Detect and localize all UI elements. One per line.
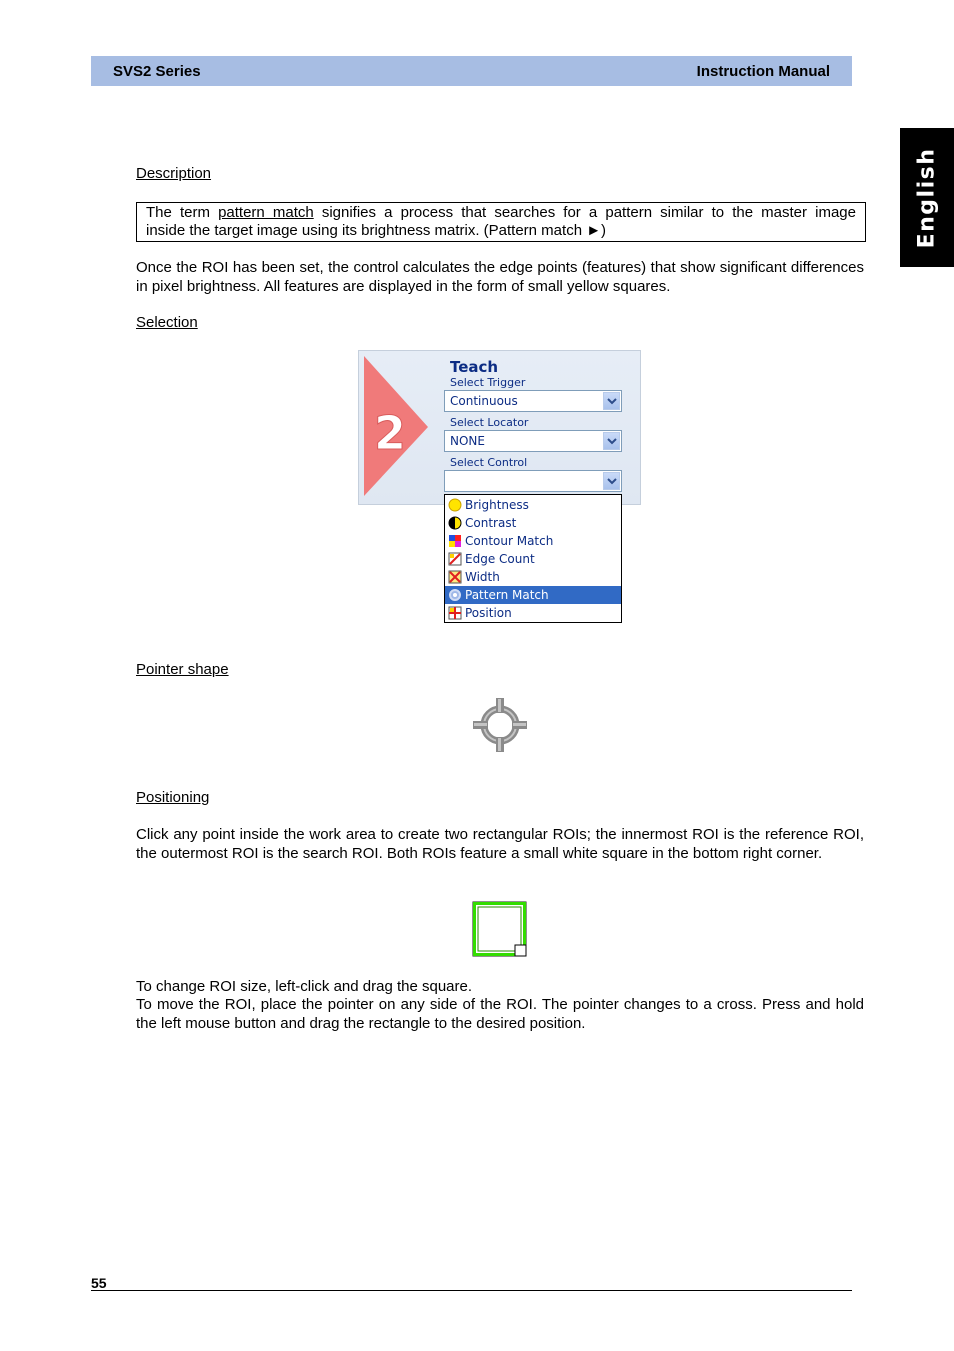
contrast-icon — [448, 516, 462, 530]
roi-rectangle-icon — [470, 899, 530, 959]
list-item-contour-match[interactable]: Contour Match — [445, 532, 621, 550]
chevron-down-icon[interactable] — [603, 472, 620, 490]
select-trigger-combo[interactable] — [444, 390, 622, 412]
control-options-list — [444, 494, 622, 623]
edge-count-icon — [448, 552, 462, 566]
select-trigger-label: Select Trigger — [450, 376, 526, 389]
language-tab-label: English — [914, 147, 940, 249]
width-icon — [448, 570, 462, 584]
paragraph-roi-features: Once the ROI has been set, the control calculates the edge points (features) that show significant differences in pixel brightness. All features are displayed in the form of small yellow squares. — [136, 259, 864, 295]
definition-box — [136, 202, 866, 242]
select-trigger-value: Continuous — [450, 394, 518, 408]
list-item-contrast[interactable]: Contrast — [445, 514, 621, 532]
footer-rule — [91, 1290, 852, 1291]
language-tab — [900, 128, 954, 267]
chevron-down-icon[interactable] — [603, 432, 620, 450]
select-locator-label: Select Locator — [450, 416, 529, 429]
teach-title: Teach — [450, 358, 499, 376]
select-control-label: Select Control — [450, 456, 528, 469]
definition-term: pattern match — [218, 204, 314, 221]
list-item-width[interactable]: Width — [445, 568, 621, 586]
section-title-positioning: Positioning — [136, 789, 210, 806]
definition-line-1: The term pattern match signifies a process that searches for a pattern similar to the master image — [146, 204, 856, 221]
section-title-pointer-shape: Pointer shape — [136, 661, 229, 678]
list-item-position[interactable]: Position — [445, 604, 621, 622]
contour-match-icon — [448, 534, 462, 548]
list-item-pattern-match[interactable]: Pattern Match — [445, 586, 621, 604]
position-icon — [448, 606, 462, 620]
list-item-edge-count[interactable]: Edge Count — [445, 550, 621, 568]
section-title-selection: Selection — [136, 314, 198, 331]
chevron-down-icon[interactable] — [603, 392, 620, 410]
select-locator-combo[interactable] — [444, 430, 622, 452]
select-control-combo[interactable] — [444, 470, 622, 492]
step-arrow-icon — [362, 356, 432, 498]
paragraph-positioning: Click any point inside the work area to create two rectangular ROIs; the innermost ROI is the reference ROI, the outermost ROI is the search ROI. Both ROIs feature a small white square in the bottom right corner. — [136, 826, 864, 862]
header-series: SVS2 Series — [113, 63, 201, 80]
brightness-icon — [448, 498, 462, 512]
paragraph-move: To move the ROI, place the pointer on any side of the ROI. The pointer changes to a cross. Press and hold the left mouse button and drag the rectangle to the desired position. — [136, 996, 864, 1032]
section-title-description: Description — [136, 165, 212, 182]
header-manual-title: Instruction Manual — [696, 63, 830, 80]
list-item-brightness[interactable]: Brightness — [445, 496, 621, 514]
select-locator-value: NONE — [450, 434, 485, 448]
target-crosshair-icon — [470, 695, 530, 755]
pattern-match-icon — [448, 588, 462, 602]
page-number: 55 — [91, 1275, 107, 1291]
step-number: 2 — [373, 406, 407, 460]
definition-line-2: inside the target image using its brightness matrix. (Pattern match ►) — [146, 222, 607, 239]
paragraph-resize: To change ROI size, left-click and drag the square. — [136, 978, 473, 995]
